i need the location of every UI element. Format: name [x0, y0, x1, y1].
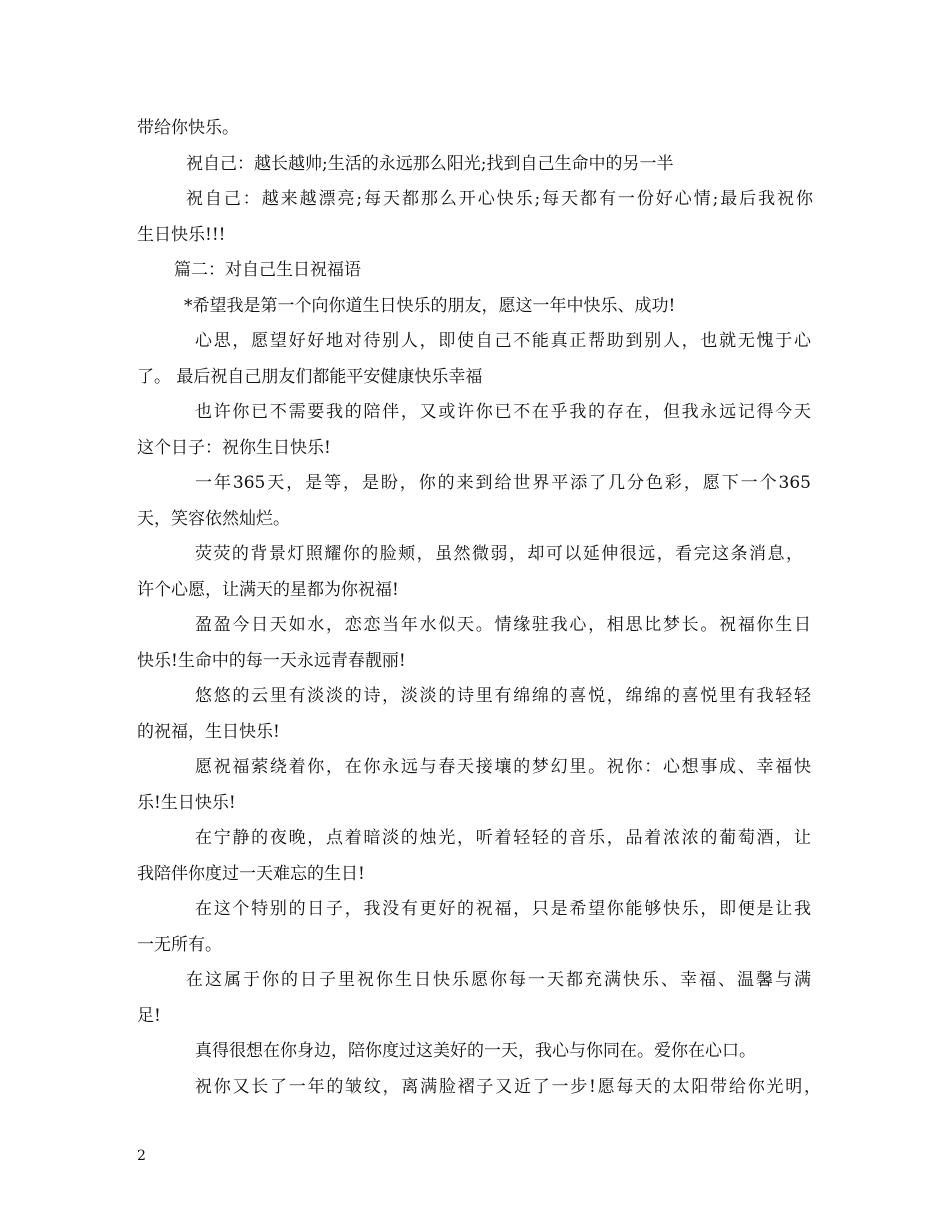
text-line: 祝你又长了一年的皱纹，离满脸褶子又近了一步!愿每天的太阳带给你光明， — [195, 1077, 821, 1097]
text-line: 生日快乐!!! — [137, 225, 226, 245]
text-line: 这个日子：祝你生日快乐! — [137, 438, 331, 458]
text-line: 一年365天，是等，是盼，你的来到给世界平添了几分色彩，愿下一个365 — [195, 473, 811, 493]
text-line: 愿祝福萦绕着你，在你永远与春天接壤的梦幻里。祝你：心想事成、幸福快 — [195, 757, 811, 777]
text-line: 悠悠的云里有淡淡的诗，淡淡的诗里有绵绵的喜悦，绵绵的喜悦里有我轻轻 — [195, 686, 811, 706]
text-line: 在这属于你的日子里祝你生日快乐愿你每一天都充满快乐、幸福、温馨与满 — [186, 970, 811, 990]
text-line: 在宁静的夜晚，点着暗淡的烛光，听着轻轻的音乐，品着浓浓的葡萄酒，让 — [195, 828, 811, 848]
text-line: 在这个特别的日子，我没有更好的祝福，只是希望你能够快乐，即便是让我 — [195, 899, 811, 919]
text-line: 乐!生日快乐! — [137, 793, 236, 813]
section-heading: 篇二：对自己生日祝福语 — [174, 260, 361, 280]
text-line: 一无所有。 — [137, 935, 222, 955]
text-line: 的祝福，生日快乐! — [137, 722, 280, 742]
text-line: 盈盈今日天如水，恋恋当年水似天。情缘驻我心，相思比梦长。祝福你生日 — [195, 615, 811, 635]
text-line: 我陪伴你度过一天难忘的生日! — [137, 864, 365, 884]
text-line: 祝自己：越长越帅;生活的永远那么阳光;找到自己生命中的另一半 — [186, 154, 674, 174]
text-line: 了。 最后祝自己朋友们都能平安健康快乐幸福 — [137, 367, 483, 387]
text-line: 荧荧的背景灯照耀你的脸颊，虽然微弱，却可以延伸很远，看完这条消息， — [195, 544, 803, 564]
text-line: 真得很想在你身边，陪你度过这美好的一天，我心与你同在。爱你在心口。 — [195, 1041, 756, 1061]
text-line: 许个心愿，让满天的星都为你祝福! — [137, 580, 399, 600]
text-line: 带给你快乐。 — [137, 118, 239, 138]
text-line: 天，笑容依然灿烂。 — [137, 509, 290, 529]
text-line: 足! — [137, 1006, 161, 1026]
text-line: 也许你已不需要我的陪伴，又或许你已不在乎我的存在，但我永远记得今天 — [195, 402, 811, 422]
text-line: *希望我是第一个向你道生日快乐的朋友，愿这一年中快乐、成功! — [184, 296, 676, 316]
page-number: 2 — [137, 1148, 146, 1164]
text-line: 快乐!生命中的每一天永远青春靓丽! — [137, 651, 406, 671]
text-line: 心思，愿望好好地对待别人，即使自己不能真正帮助到别人，也就无愧于心 — [195, 331, 811, 351]
text-line: 祝自己：越来越漂亮;每天都那么开心快乐;每天都有一份好心情;最后我祝你 — [186, 189, 813, 209]
